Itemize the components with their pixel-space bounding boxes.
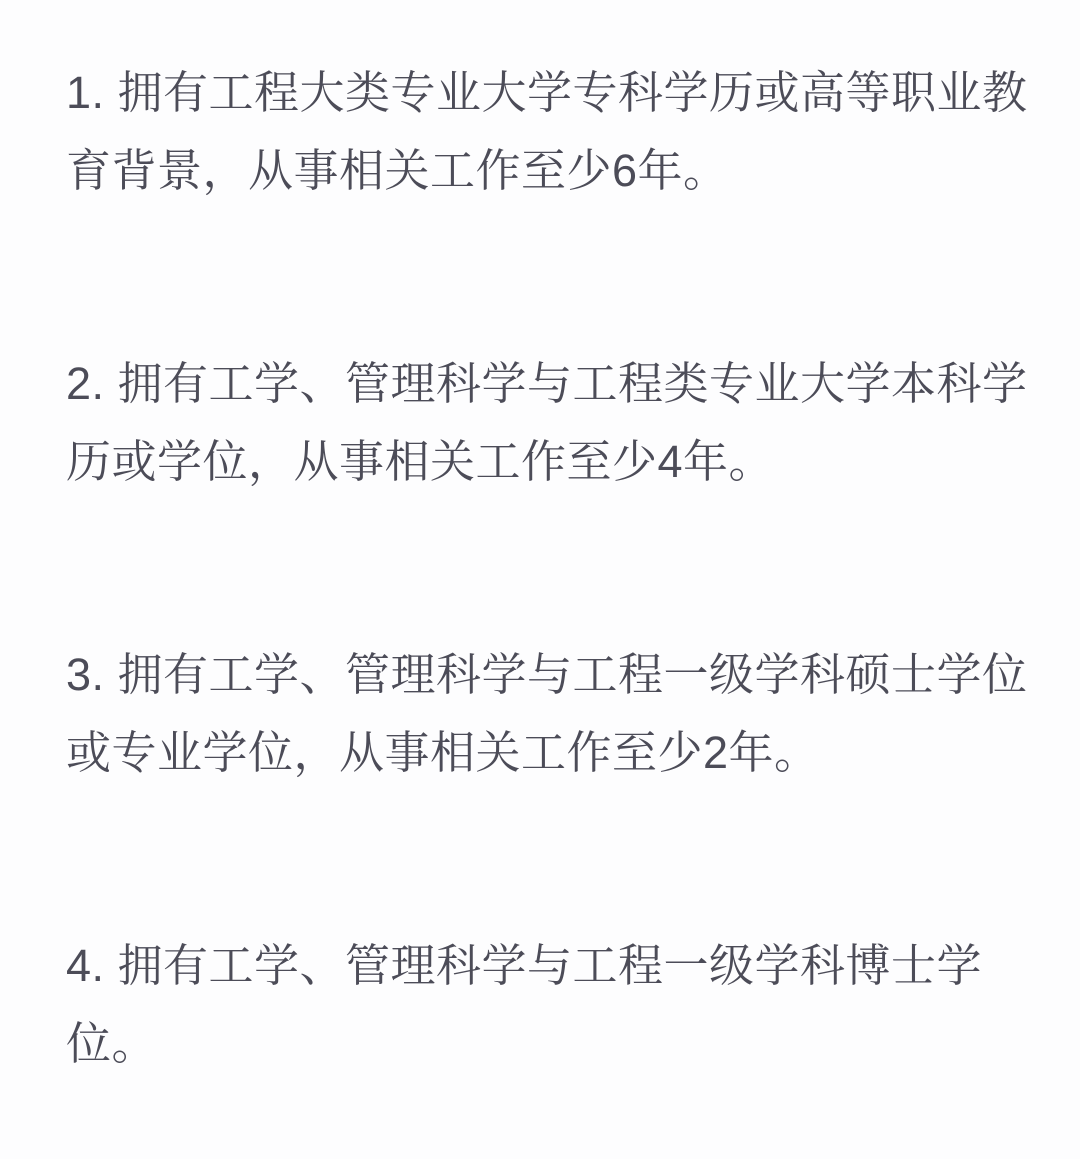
requirement-item-4	[66, 927, 1020, 1083]
requirement-1-line-1: 1. 拥有工程大类专业大学专科学历或高等职业教	[66, 67, 1028, 118]
requirement-item-3	[66, 636, 1028, 792]
requirement-item-2	[66, 345, 1028, 501]
requirement-4-line-2: 位。	[66, 1018, 158, 1069]
requirement-1-line-2: 育背景，从事相关工作至少6年。	[66, 145, 729, 196]
requirement-2-line-2: 历或学位，从事相关工作至少4年。	[66, 436, 775, 487]
requirement-4-line-1: 4. 拥有工学、管理科学与工程一级学科博士学	[66, 940, 983, 991]
requirement-2-line-1: 2. 拥有工学、管理科学与工程类专业大学本科学	[66, 358, 1028, 409]
requirement-3-line-1: 3. 拥有工学、管理科学与工程一级学科硕士学位	[66, 649, 1028, 700]
requirement-3-line-2: 或专业学位，从事相关工作至少2年。	[66, 727, 820, 778]
requirement-item-1	[66, 54, 1028, 210]
